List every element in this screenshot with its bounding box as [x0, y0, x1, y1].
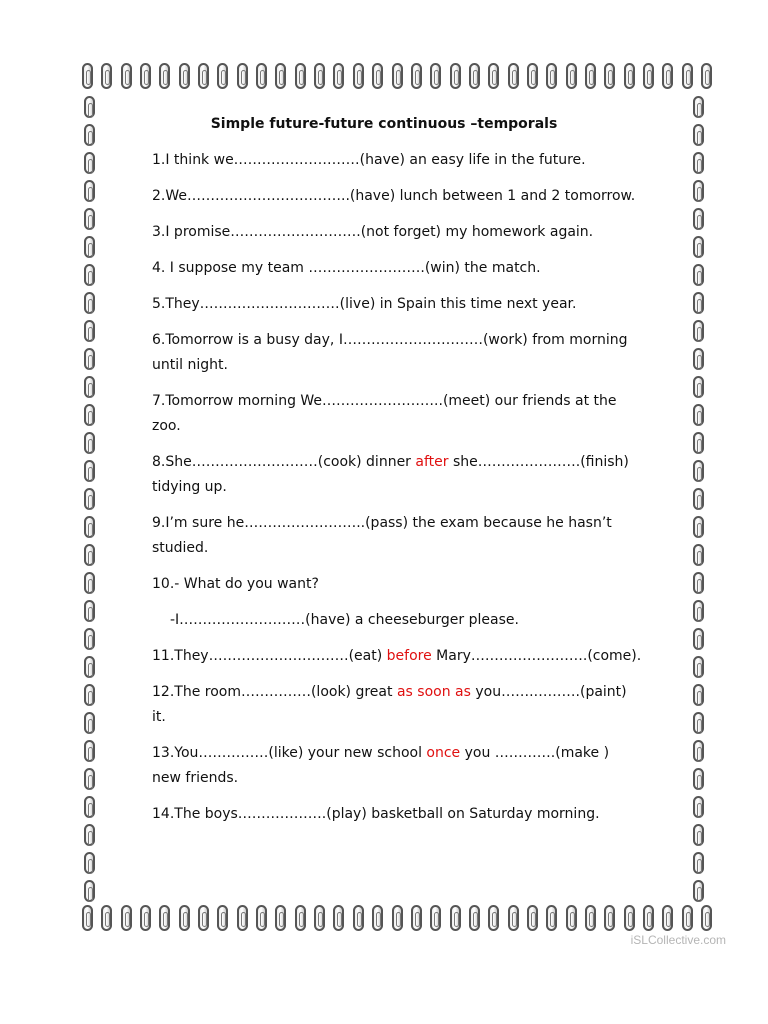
paperclip-icon [546, 63, 557, 89]
paperclip-icon [237, 905, 248, 931]
paperclip-icon [450, 63, 461, 89]
paperclip-icon [604, 905, 615, 931]
exercise-item-11 [152, 644, 642, 669]
item-text: 11.They…………………………(eat) [152, 648, 387, 664]
item-text: 13.You……………(like) your new school [152, 745, 427, 761]
paperclip-icon [198, 905, 209, 931]
exercise-item-7: 7.Tomorrow morning We……………………..(meet) our friends at the zoo. [152, 393, 617, 434]
paperclip-icon [372, 905, 383, 931]
paperclip-icon [256, 905, 267, 931]
paperclip-icon [84, 852, 95, 874]
paperclip-icon [84, 796, 95, 818]
paperclip-icon [84, 404, 95, 426]
watermark: iSLCollective.com [630, 933, 726, 947]
paperclip-icon [693, 796, 704, 818]
paperclip-icon [693, 208, 704, 230]
paperclip-icon [508, 905, 519, 931]
paperclip-icon [84, 152, 95, 174]
paperclip-icon [450, 905, 461, 931]
paperclip-icon [693, 656, 704, 678]
paperclip-icon [121, 63, 132, 89]
paperclip-icon [121, 905, 132, 931]
paperclip-icon [693, 152, 704, 174]
paperclip-icon [469, 63, 480, 89]
paperclip-icon [693, 96, 704, 118]
paperclip-icon [84, 320, 95, 342]
exercise-item-10: 10.- What do you want? [152, 576, 319, 592]
exercise-item-14: 14.The boys……………….(play) basketball on Saturday morning. [152, 806, 600, 822]
right-border [693, 96, 711, 902]
paperclip-icon [701, 905, 712, 931]
item-text: 8.She………………………(cook) dinner [152, 454, 416, 470]
exercise-item-13 [152, 741, 642, 791]
paperclip-icon [333, 63, 344, 89]
paperclip-icon [643, 63, 654, 89]
paperclip-icon [84, 824, 95, 846]
paperclip-icon [488, 905, 499, 931]
paperclip-icon [693, 264, 704, 286]
paperclip-icon [693, 544, 704, 566]
bottom-border [82, 905, 712, 935]
paperclip-icon [295, 63, 306, 89]
paperclip-icon [372, 63, 383, 89]
paperclip-icon [469, 905, 480, 931]
paperclip-icon [682, 905, 693, 931]
paperclip-icon [693, 684, 704, 706]
paperclip-icon [693, 740, 704, 762]
paperclip-icon [353, 63, 364, 89]
paperclip-icon [392, 63, 403, 89]
item-text: she………………….(finish) tidying up. [152, 454, 629, 495]
paperclip-icon [585, 905, 596, 931]
paperclip-icon [84, 376, 95, 398]
exercise-item-6: 6.Tomorrow is a busy day, I…………………………(work) from morning until night. [152, 332, 628, 373]
paperclip-icon [84, 180, 95, 202]
paperclip-icon [353, 905, 364, 931]
paperclip-icon [84, 348, 95, 370]
exercise-list [152, 148, 642, 838]
worksheet-title: Simple future-future continuous –temporals [210, 116, 558, 132]
paperclip-icon [488, 63, 499, 89]
paperclip-icon [84, 768, 95, 790]
exercise-item-1: 1.I think we………………………(have) an easy life in the future. [152, 152, 586, 168]
paperclip-icon [256, 63, 267, 89]
paperclip-icon [624, 905, 635, 931]
paperclip-icon [693, 768, 704, 790]
exercise-item-10-answer: -I………………………(have) a cheeseburger please. [170, 612, 519, 628]
paperclip-icon [84, 96, 95, 118]
paperclip-icon [82, 63, 93, 89]
paperclip-icon [84, 488, 95, 510]
paperclip-icon [624, 63, 635, 89]
paperclip-icon [411, 63, 422, 89]
paperclip-icon [333, 905, 344, 931]
paperclip-icon [101, 905, 112, 931]
paperclip-icon [84, 740, 95, 762]
exercise-item-8 [152, 450, 642, 500]
paperclip-icon [314, 905, 325, 931]
paperclip-icon [275, 905, 286, 931]
paperclip-icon [693, 320, 704, 342]
paperclip-icon [84, 600, 95, 622]
exercise-item-4: 4. I suppose my team …………………….(win) the match. [152, 260, 541, 276]
item-text: 12.The room……………(look) great [152, 684, 397, 700]
paperclip-icon [662, 905, 673, 931]
paperclip-icon [84, 684, 95, 706]
paperclip-icon [566, 63, 577, 89]
paperclip-icon [84, 432, 95, 454]
paperclip-icon [693, 880, 704, 902]
paperclip-icon [693, 432, 704, 454]
paperclip-icon [84, 656, 95, 678]
paperclip-icon [237, 63, 248, 89]
paperclip-icon [140, 905, 151, 931]
paperclip-icon [295, 905, 306, 931]
paperclip-icon [198, 63, 209, 89]
paperclip-icon [527, 63, 538, 89]
paperclip-icon [508, 63, 519, 89]
paperclip-icon [693, 460, 704, 482]
paperclip-icon [84, 712, 95, 734]
paperclip-icon [693, 516, 704, 538]
left-border [84, 96, 102, 902]
paperclip-icon [662, 63, 673, 89]
paperclip-icon [693, 236, 704, 258]
paperclip-icon [84, 544, 95, 566]
exercise-item-2: 2.We……………………………..(have) lunch between 1 and 2 tomorrow. [152, 188, 636, 204]
paperclip-icon [693, 488, 704, 510]
paperclip-icon [140, 63, 151, 89]
paperclip-icon [693, 852, 704, 874]
item-text: you…….……….(paint) it. [152, 684, 627, 725]
paperclip-icon [693, 348, 704, 370]
paperclip-icon [566, 905, 577, 931]
paperclip-icon [682, 63, 693, 89]
highlighted-word: once [426, 745, 461, 761]
item-text: Mary…………………….(come). [431, 648, 642, 664]
paperclip-icon [693, 292, 704, 314]
paperclip-icon [693, 628, 704, 650]
paperclip-icon [546, 905, 557, 931]
paperclip-icon [179, 905, 190, 931]
paperclip-icon [701, 63, 712, 89]
paperclip-icon [159, 63, 170, 89]
paperclip-icon [693, 824, 704, 846]
paperclip-icon [527, 905, 538, 931]
paperclip-icon [82, 905, 93, 931]
paperclip-icon [217, 63, 228, 89]
exercise-item-9: 9.I’m sure he……………………..(pass) the exam because he hasn’t studied. [152, 515, 612, 556]
paperclip-icon [84, 292, 95, 314]
paperclip-icon [693, 180, 704, 202]
paperclip-icon [430, 905, 441, 931]
paperclip-icon [693, 572, 704, 594]
paperclip-icon [84, 628, 95, 650]
paperclip-icon [604, 63, 615, 89]
highlighted-word: after [415, 454, 449, 470]
paperclip-icon [179, 63, 190, 89]
paperclip-icon [84, 460, 95, 482]
paperclip-icon [84, 264, 95, 286]
paperclip-icon [392, 905, 403, 931]
exercise-item-12 [152, 680, 642, 730]
item-text: you ………….(make ) new friends. [152, 745, 610, 786]
paperclip-icon [430, 63, 441, 89]
paperclip-icon [84, 516, 95, 538]
paperclip-icon [275, 63, 286, 89]
paperclip-icon [159, 905, 170, 931]
paperclip-icon [217, 905, 228, 931]
paperclip-icon [585, 63, 596, 89]
highlighted-word: before [386, 648, 432, 664]
paperclip-icon [693, 712, 704, 734]
paperclip-icon [84, 208, 95, 230]
paperclip-icon [411, 905, 422, 931]
exercise-item-3: 3.I promise……………………….(not forget) my homework again. [152, 224, 594, 240]
paperclip-icon [693, 376, 704, 398]
top-border [82, 63, 712, 93]
paperclip-icon [84, 236, 95, 258]
paperclip-icon [84, 880, 95, 902]
paperclip-icon [314, 63, 325, 89]
paperclip-icon [643, 905, 654, 931]
paperclip-icon [693, 404, 704, 426]
exercise-item-5: 5.They…………………………(live) in Spain this time next year. [152, 296, 577, 312]
paperclip-icon [101, 63, 112, 89]
paperclip-icon [693, 600, 704, 622]
highlighted-word: as soon as [396, 684, 471, 700]
paperclip-icon [84, 572, 95, 594]
